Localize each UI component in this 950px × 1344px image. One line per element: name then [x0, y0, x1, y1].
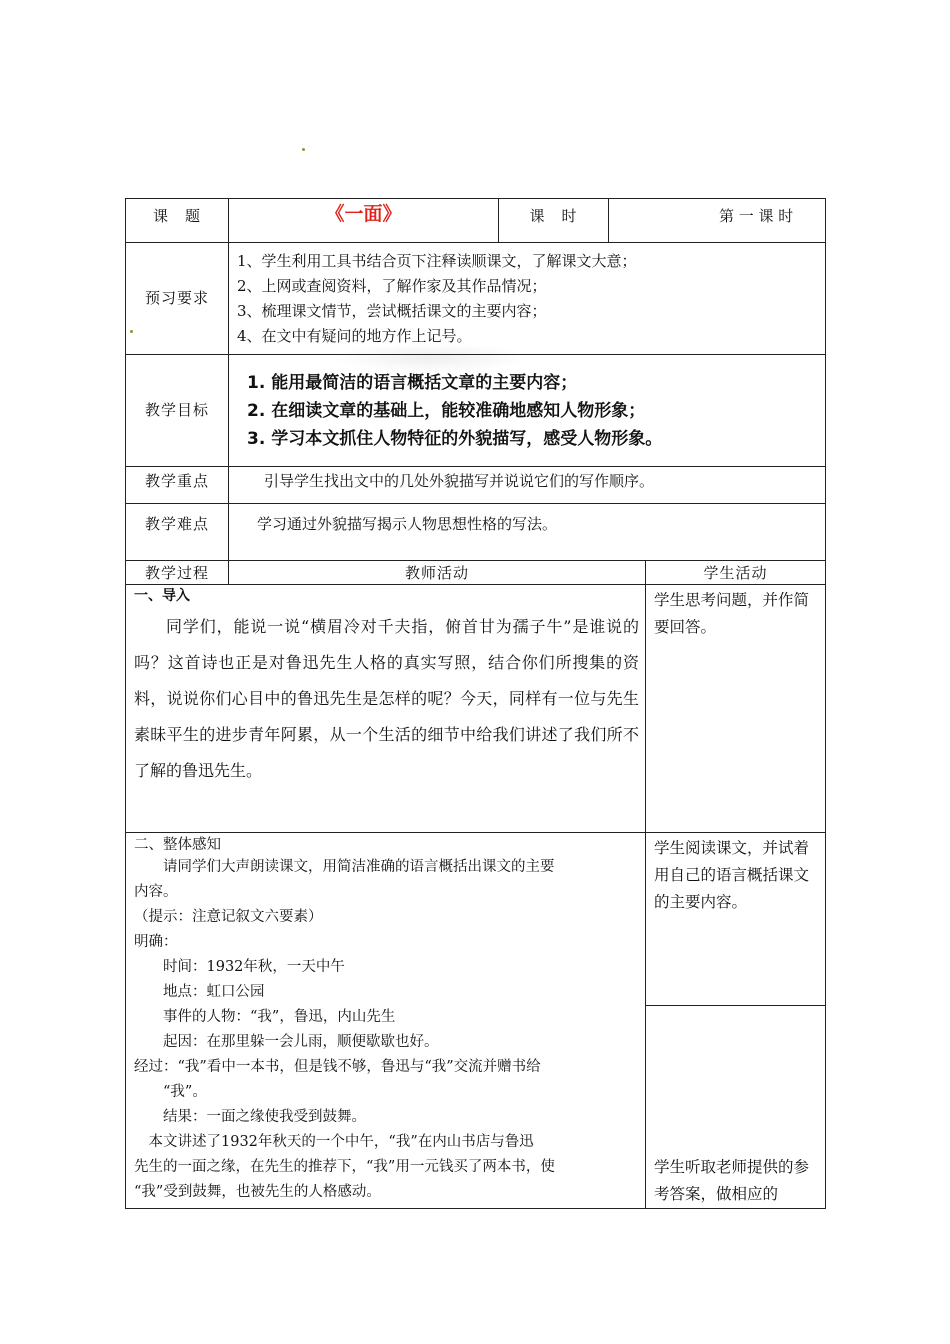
section2-line: 地点：虹口公园 — [134, 984, 265, 1000]
section1-teacher — [126, 585, 646, 833]
section2-line: 内容。 — [134, 884, 178, 900]
goals-label: 教学目标 — [126, 355, 229, 467]
preview-item: 4、在文中有疑问的地方作上记号。 — [237, 327, 472, 345]
section2-teacher — [126, 833, 646, 1209]
preview-list — [229, 243, 826, 355]
section2-line: “我”受到鼓舞，也被先生的人格感动。 — [134, 1184, 381, 1200]
section2-line: 请同学们大声朗读课文，用简洁准确的语言概括出课文的主要 — [134, 859, 555, 875]
goals-row — [126, 355, 826, 467]
topic-label: 课 题 — [126, 199, 229, 243]
period-value: 第 一 课 时 — [609, 199, 826, 243]
difficulty-label: 教学难点 — [126, 504, 229, 561]
section2-line: 时间：1932年秋，一天中午 — [134, 959, 345, 975]
goal-item: 1. 能用最简洁的语言概括文章的主要内容； — [247, 373, 578, 393]
difficulty-text: 学习通过外貌描写揭示人物思想性格的写法。 — [229, 504, 826, 561]
header-row — [126, 199, 826, 243]
preview-item: 3、梳理课文情节，尝试概括课文的主要内容； — [237, 302, 547, 320]
section2-line: 结果：一面之缘使我受到鼓舞。 — [134, 1109, 366, 1125]
section2-student-b: 学生听取老师提供的参考答案，做相应的 — [646, 1006, 826, 1209]
section2-student-a: 学生阅读课文，并试着用自己的语言概括课文的主要内容。 — [646, 833, 826, 1006]
section2-row-a — [126, 833, 826, 1006]
section2-line: 事件的人物：“我”，鲁迅，内山先生 — [134, 1009, 396, 1025]
lesson-title: 《一面》 — [229, 199, 499, 243]
section1-body: 同学们，能说一说“横眉冷对千夫指，俯首甘为孺子牛”是谁说的吗？这首诗也正是对鲁迅先生人格的真实写照，结合你们所搜集的资料，说说你们心目中的鲁迅先生是怎样的呢？今天，同样有一位与先生素昧平生的进步青年阿累，从一个生活的细节中给我们讲述了我们所不了解的鲁迅先生。 — [134, 617, 639, 780]
lesson-plan-table — [125, 198, 826, 1209]
teacher-col-label: 教师活动 — [229, 561, 646, 585]
preview-item: 2、上网或查阅资料，了解作家及其作品情况； — [237, 277, 547, 295]
student-col-label: 学生活动 — [646, 561, 826, 585]
preview-row — [126, 243, 826, 355]
section2-line: 经过：“我”看中一本书，但是钱不够，鲁迅与“我”交流并赠书给 — [134, 1059, 541, 1075]
process-header-row — [126, 561, 826, 585]
goals-list — [237, 369, 757, 453]
section2-line: 先生的一面之缘，在先生的推荐下，“我”用一元钱买了两本书，使 — [134, 1159, 555, 1175]
section2-line: （提示：注意记叙文六要素） — [134, 909, 323, 925]
section2-line: 本文讲述了1932年秋天的一个中午，“我”在内山书店与鲁迅 — [134, 1134, 534, 1150]
section2-line: “我”。 — [134, 1084, 207, 1100]
preview-label: 预习要求 — [126, 243, 229, 355]
section1-row — [126, 585, 826, 833]
goal-item: 2. 在细读文章的基础上，能较准确地感知人物形象； — [247, 401, 646, 421]
process-col-label: 教学过程 — [126, 561, 229, 585]
key-point-label: 教学重点 — [126, 467, 229, 504]
key-point-row — [126, 467, 826, 504]
section2-line: 起因：在那里躲一会儿雨，顺便歇歇也好。 — [134, 1034, 439, 1050]
key-point-text: 引导学生找出文中的几处外貌描写并说说它们的写作顺序。 — [229, 467, 826, 504]
section2-line: 明确： — [134, 934, 178, 950]
preview-item: 1、学生利用工具书结合页下注释读顺课文，了解课文大意； — [237, 252, 637, 270]
goal-item: 3. 学习本文抓住人物特征的外貌描写，感受人物形象。 — [247, 429, 663, 449]
section1-student: 学生思考问题，并作简要回答。 — [646, 585, 826, 833]
section1-heading: 一、导入 — [134, 588, 190, 604]
difficulty-row — [126, 504, 826, 561]
decorative-dot — [302, 148, 305, 151]
period-label: 课 时 — [499, 199, 609, 243]
section2-heading: 二、整体感知 — [134, 837, 221, 853]
goals-cell — [229, 355, 826, 467]
